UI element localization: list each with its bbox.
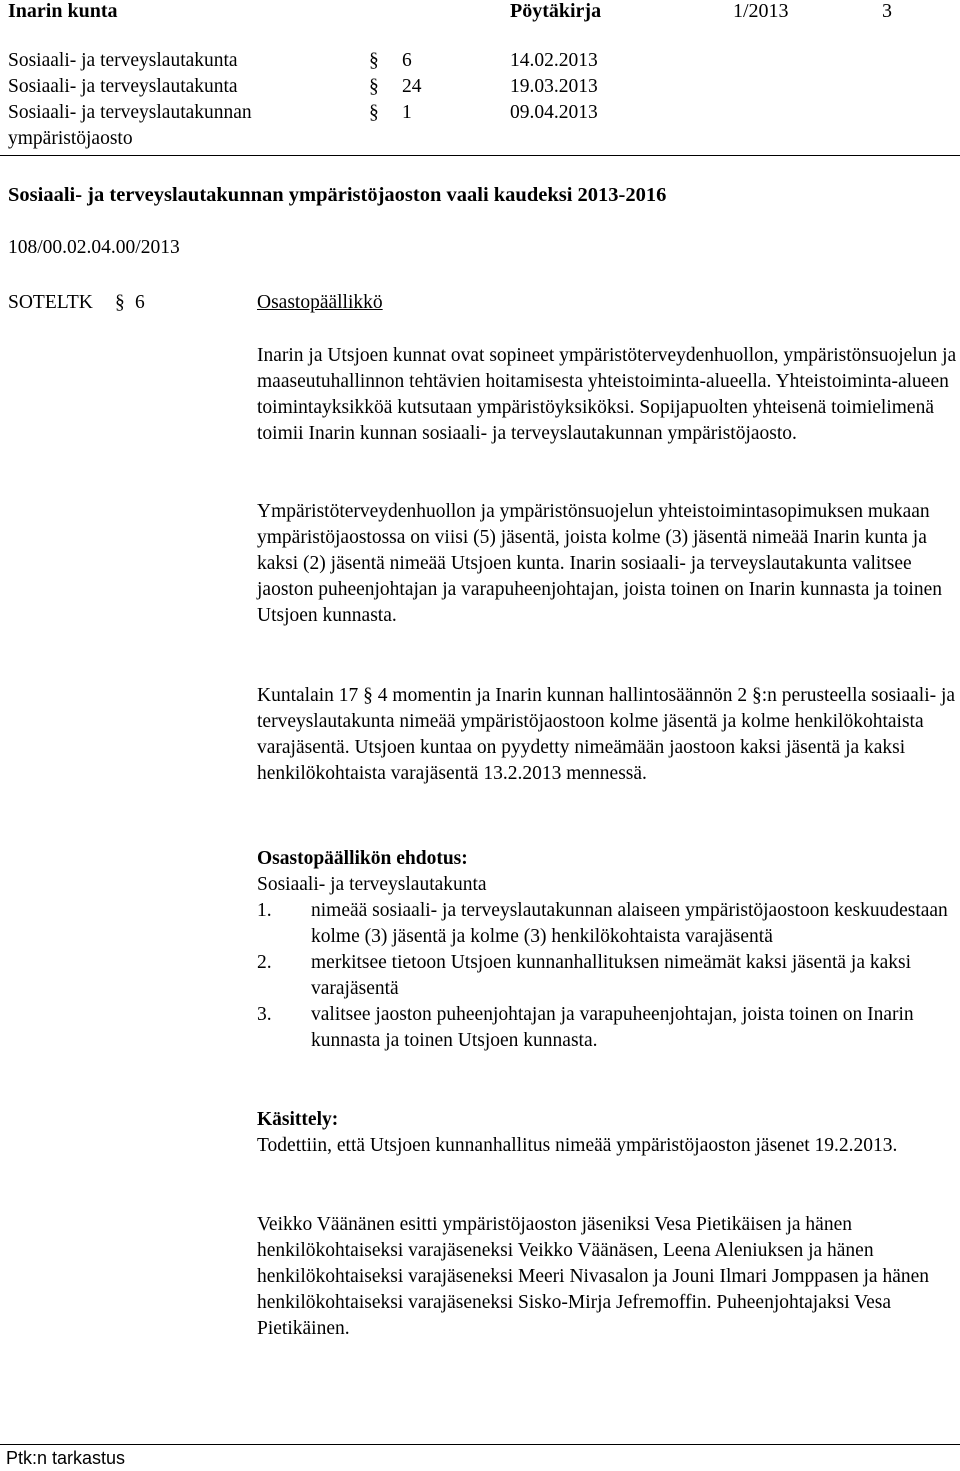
footer-divider: [0, 1444, 960, 1445]
paragraph-legal-basis: [257, 683, 957, 787]
meeting-date: 14.02.2013: [510, 50, 598, 71]
committee-label: SOTELTK: [8, 292, 93, 313]
item-text: nimeää sosiaali- ja terveyslautakunnan alaiseen ympäristöjaostoon keskuudestaan kolme (3) jäsentä ja kolme (3) henkilökohtaista varajäsentä: [311, 900, 948, 947]
review-label: Ptk:n tarkastus: [6, 1448, 126, 1468]
item-text: merkitsee tietoon Utsjoen kunnanhallituksen nimeämät kaksi jäsentä ja kaksi varajäsentä: [311, 952, 912, 999]
document-title: Sosiaali- ja terveyslautakunnan ympäristöjaoston vaali kaudeksi 2013-2016: [8, 184, 667, 206]
paragraph-text: Veikko Väänänen esitti ympäristöjaoston jäseniksi Vesa Pietikäisen ja hänen henkilökohtaiseksi varajäseneksi Veikko Väänäsen, Leena Aleniuksen ja hänen henkilökohtaiseksi varajäseneksi Meeri Nivasalon ja Jouni Ilmari Jomppasen ja hänen henkilökohtaiseksi varajäseneksi Sisko-Mirja Jefremoffin. Puheenjohtajaksi Vesa Pietikäinen.: [257, 1214, 930, 1339]
proposal-subject: Sosiaali- ja terveyslautakunta: [257, 874, 487, 895]
header-divider: [0, 155, 960, 156]
handling-heading: Käsittely:: [257, 1109, 339, 1130]
proposal-item: [257, 898, 957, 950]
section-symbol: §: [369, 76, 379, 97]
section-symbol: §: [752, 685, 762, 706]
handling-proposal: [257, 1212, 957, 1342]
proposal-item: [257, 950, 957, 1002]
paragraph-text: Ympäristöterveydenhuollon ja ympäristönsuojelun yhteistoimintasopimuksen mukaan ympäristöjaostossa on viisi (5) jäsentä, joista kolme (3) jäsentä nimeää Inarin kunta ja kaksi (2) jäsentä nimeää Utsjoen kunta. Inarin sosiaali- ja terveyslautakunta valitsee jaoston puheenjohtajan ja varapuheenjohtajan, joista toinen on Inarin kunnasta ja toinen Utsjoen kunnasta.: [257, 501, 943, 626]
meeting-section: 1: [402, 102, 412, 123]
paragraph-background: [257, 343, 957, 447]
text-segment: :n perusteella sosiaali- ja terveyslautakunta nimeää ympäristöjaostoon kolme jäsentä ja kolme henkilökohtaista varajäsentä. Utsjoen kuntaa on pyydetty nimeämään jaostoon kaksi jäsentä ja kaksi henkilökohtaista varajäsentä 13.2.2013 mennessä.: [257, 685, 956, 784]
paragraph-text: Inarin ja Utsjoen kunnat ovat sopineet ympäristöterveydenhuollon, ympäristönsuojelun ja maaseutuhallinnon tehtävien hoitamisesta yhteistoiminta-alueella. Yhteistoiminta-alueen toimintayksikköä kutsutaan ympäristöyksiköksi. Sopijapuolten yhteisenä toimielimenä toimii Inarin kunnan sosiaali- ja terveyslautakunnan ympäristöjaosto.: [257, 345, 957, 444]
section-symbol: §: [363, 685, 373, 706]
municipality-name: Inarin kunta: [8, 0, 118, 22]
section-symbol: §: [369, 50, 379, 71]
text-segment: 4 momentin ja Inarin kunnan hallintosäännön 2: [377, 685, 748, 706]
item-number: 1.: [257, 900, 272, 921]
meeting-section: 24: [402, 76, 422, 97]
reference-number: 108/00.02.04.00/2013: [8, 237, 180, 258]
paragraph-agreement: [257, 499, 957, 629]
section-symbol: §: [115, 292, 125, 313]
meeting-body: Sosiaali- ja terveyslautakunta: [8, 76, 238, 97]
item-text: valitsee jaoston puheenjohtajan ja varapuheenjohtajan, joista toinen on Inarin kunnasta ja toinen Utsjoen kunnasta.: [311, 1004, 914, 1051]
meeting-body-continued: ympäristöjaosto: [8, 128, 133, 149]
page-number: 3: [882, 0, 892, 22]
meeting-date: 19.03.2013: [510, 76, 598, 97]
document-issue: 1/2013: [733, 0, 789, 22]
proposal-section: [257, 846, 957, 1054]
committee-section-number: 6: [135, 292, 145, 313]
text-segment: Kuntalain 17: [257, 685, 359, 706]
item-number: 3.: [257, 1004, 272, 1025]
meeting-section: 6: [402, 50, 412, 71]
meeting-date: 09.04.2013: [510, 102, 598, 123]
handling-note: Todettiin, että Utsjoen kunnanhallitus nimeää ympäristöjaoston jäsenet 19.2.2013.: [257, 1135, 898, 1156]
paragraph-text: [257, 683, 957, 787]
meeting-body: Sosiaali- ja terveyslautakunta: [8, 50, 238, 71]
section-symbol: §: [369, 102, 379, 123]
document-type: Pöytäkirja: [510, 0, 602, 22]
meeting-body: Sosiaali- ja terveyslautakunnan: [8, 102, 252, 123]
proposal-item: [257, 1002, 957, 1054]
presenter-title: Osastopäällikkö: [257, 292, 383, 313]
proposal-heading: Osastopäällikön ehdotus:: [257, 848, 468, 869]
item-number: 2.: [257, 952, 272, 973]
handling-section: [257, 1107, 957, 1159]
